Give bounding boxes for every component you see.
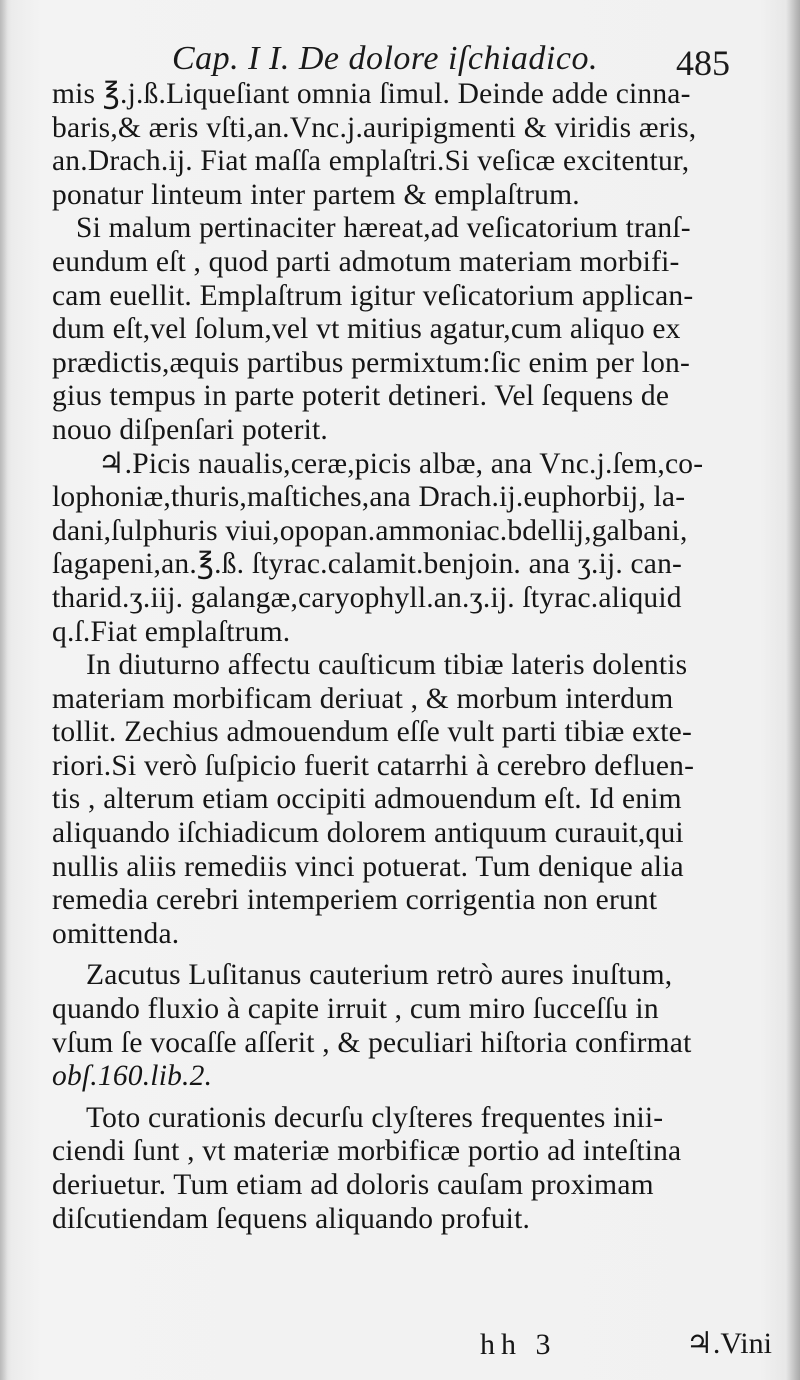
text-line: lophoniæ,thuris,maſtiches,ana Drach.ij.euphorbij, la- — [52, 481, 686, 514]
text-line: materiam morbificam deriuat , & morbum interdum — [52, 682, 674, 715]
text-line: In diuturno affectu cauſticum tibiæ lateris dolentis — [86, 649, 688, 682]
page-spine-shadow — [786, 0, 800, 1380]
text-line: ♃.Picis naualis,ceræ,picis albæ, ana Vnc.j.ſem,co- — [98, 447, 704, 480]
text-line: gius tempus in parte poterit detineri. Vel ſequens de — [52, 380, 670, 413]
text-line: riori.Si verò ſuſpicio fuerit catarrhi à cerebro defluen- — [52, 749, 695, 782]
text-line: eundum eſt , quod parti admotum materiam morbifi- — [52, 245, 680, 278]
text-line: an.Drach.ij. Fiat maſſa emplaſtri.Si veſicæ excitentur, — [52, 145, 690, 178]
page-footer — [0, 1320, 800, 1370]
text-line: vſum ſe vocaſſe aſſerit , & peculiari hiſtoria confirmat — [52, 1026, 692, 1059]
text-line: prædictis,æquis partibus permixtum:ſic enim per lon- — [52, 346, 691, 379]
text-line: dum eſt,vel ſolum,vel vt mitius agatur,cum aliquo ex — [52, 313, 681, 346]
signature-mark: hh 3 — [480, 1328, 557, 1361]
text-line: tollit. Zechius admouendum eſſe vult parti tibiæ exte- — [52, 716, 692, 749]
text-line: ponatur linteum inter partem & emplaſtrum. — [52, 178, 580, 211]
text-line: cam euellit. Emplaſtrum igitur veſicatorium applican- — [52, 279, 694, 312]
text-line: Si malum pertinaciter hæreat,ad veſicatorium tranſ- — [76, 212, 691, 245]
page-number: 485 — [676, 43, 730, 83]
catchword: ♃.Vini — [686, 1327, 772, 1360]
text-line: omittenda. — [52, 917, 180, 950]
text-line: Zacutus Luſitanus cauterium retrò aures inuſtum, — [86, 959, 673, 992]
text-line: baris,& æris vſti,an.Vnc.j.auripigmenti & viridis æris, — [52, 111, 697, 144]
text-line: obſ.160.lib.2. — [52, 1060, 213, 1093]
text-line: Toto curationis decurſu clyſteres frequentes inii- — [86, 1101, 664, 1134]
text-line: dani,ſulphuris viui,opopan.ammoniac.bdellij,galbani, — [52, 514, 688, 547]
text-line: deriuetur. Tum etiam ad doloris cauſam proximam — [52, 1169, 654, 1201]
text-line: quando fluxio à capite irruit , cum miro ſucceſſu in — [52, 993, 659, 1026]
body-text — [52, 78, 768, 1236]
text-line: ſagapeni,an.℥.ß. ſtyrac.calamit.benjoin. ana ʒ.ij. can- — [52, 548, 683, 581]
running-head: Cap. I I. De dolore iſchiadico. — [172, 40, 598, 77]
page-left-edge-shadow — [0, 0, 8, 1380]
text-line: diſcutiendam ſequens aliquando profuit. — [52, 1202, 531, 1235]
text-line: nullis aliis remediis vinci potuerat. Tum denique alia — [52, 850, 684, 883]
paragraph-gap — [52, 951, 768, 959]
text-line: ciendi ſunt , vt materiæ morbificæ portio ad inteſtina — [52, 1135, 682, 1168]
text-line: tharid.ʒ.iij. galangæ,caryophyll.an.ʒ.ij. ſtyrac.aliquid — [52, 581, 682, 614]
text-line: nouo diſpenſari poterit. — [52, 413, 328, 446]
text-line: mis ℥.j.ß.Liqueſiant omnia ſimul. Deinde adde cinna- — [52, 78, 691, 110]
text-line: aliquando iſchiadicum dolorem antiquum curauit,qui — [52, 817, 684, 850]
text-line: remedia cerebri intemperiem corrigentia non erunt — [52, 884, 658, 917]
paragraph-gap — [52, 1094, 768, 1102]
text-line: tis , alterum etiam occipiti admouendum eſt. Id enim — [52, 783, 682, 816]
text-line: q.ſ.Fiat emplaſtrum. — [52, 615, 291, 648]
